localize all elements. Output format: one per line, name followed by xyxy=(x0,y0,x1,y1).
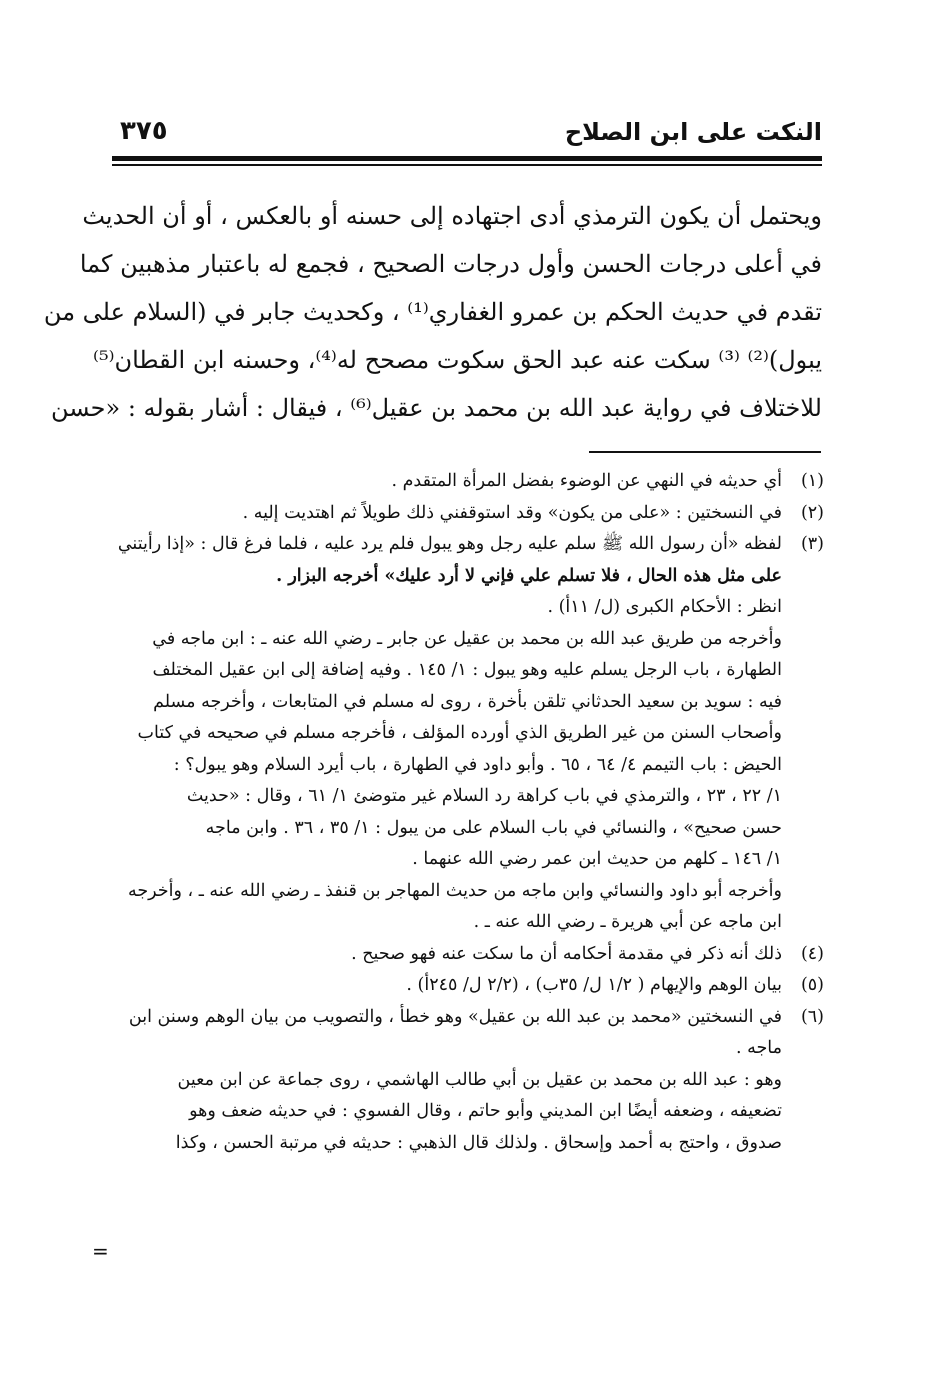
footnote-line xyxy=(112,498,824,530)
footnote-line xyxy=(112,813,824,845)
footnote-text: وأصحاب السنن من غير الطريق الذي أورده المؤلف ، فأخرجه مسلم في صحيحه في كتاب xyxy=(137,723,782,743)
footnote-text: بيان الوهم والإيهام ( ١/٢ ل/ ٣٥ب) ، (٢/٢ ل/ ٢٤٥أ) . xyxy=(406,975,782,995)
footnote-number: (٤) xyxy=(800,943,824,964)
footnote-text: في النسختين «محمد بن عبد الله بن عقيل» وهو خطأ ، والتصويب من بيان الوهم وسنن ابن xyxy=(128,1006,782,1027)
continuation-mark: = xyxy=(92,1239,109,1263)
footnote-line xyxy=(112,529,824,561)
footnote-text: وأخرجه من طريق عبد الله بن محمد بن عقيل عن جابر ـ رضي الله عنه ـ : ابن ماجه في xyxy=(152,628,782,649)
footnote-text: ذلك أنه ذكر في مقدمة أحكامه أن ما سكت عنه فهو صحيح . xyxy=(351,943,782,964)
page-header xyxy=(112,116,822,154)
main-text xyxy=(43,192,822,432)
footnote-text: انظر : الأحكام الكبرى (ل/ ١١أ) . xyxy=(547,597,782,617)
main-line: ويحتمل أن يكون الترمذي أدى اجتهاده إلى حسنه أو بالعكس ، أو أن الحديث xyxy=(82,202,822,230)
page-number: ٣٧٥ xyxy=(120,116,168,146)
footnote-text: لفظه «أن رسول الله ﷺ سلم عليه رجل وهو يبول فلم يرد عليه ، فلما فرغ قال : «إذا رأيتني xyxy=(117,534,782,554)
footnote-line xyxy=(112,1065,824,1097)
footnote-separator xyxy=(589,451,821,453)
footnote-line xyxy=(112,844,824,876)
footnote-text: وأخرجه أبو داود والنسائي وابن ماجه من حديث المهاجر بن قنفذ ـ رضي الله عنه ـ ، وأخرجه xyxy=(127,880,782,901)
footnote-text: ابن ماجه عن أبي هريرة ـ رضي الله عنه ـ . xyxy=(473,912,782,932)
footnote-text: وهو : عبد الله بن محمد بن عقيل بن أبي طالب الهاشمي ، روى جماعة عن ابن معين xyxy=(177,1069,782,1090)
footnotes xyxy=(112,466,824,1159)
main-line: تقدم في حديث الحكم بن عمرو الغفاري⁽¹⁾ ، وكحديث جابر في (السلام على من xyxy=(43,298,822,326)
footnote-text: الحيض : باب التيمم ٤/ ٦٤ ، ٦٥ . وأبو داود في الطهارة ، باب أيرد السلام وهو يبول؟ : xyxy=(173,754,782,775)
footnote-line xyxy=(112,592,824,624)
footnote-text: ماجه . xyxy=(735,1038,782,1058)
footnote-line xyxy=(112,781,824,813)
footnote-text: ١/ ١٤٦ ـ كلهم من حديث ابن عمر رضي الله عنهما . xyxy=(412,849,782,869)
footnote-number: (٦) xyxy=(800,1006,824,1027)
footnote-text: أي حديثه في النهي عن الوضوء بفضل المرأة المتقدم . xyxy=(391,471,782,491)
footnote-number: (٢) xyxy=(800,502,824,523)
main-line: في أعلى درجات الحسن وأول درجات الصحيح ، فجمع له باعتبار مذهبين كما xyxy=(79,250,822,278)
footnote-text: الطهارة ، باب الرجل يسلم عليه وهو يبول : ١/ ١٤٥ . وفيه إضافة إلى ابن عقيل المختلف xyxy=(152,660,782,680)
header-rule-thin xyxy=(112,164,822,166)
footnote-line xyxy=(112,561,824,593)
footnote-line xyxy=(112,939,824,971)
footnote-line xyxy=(112,1128,824,1160)
footnote-line xyxy=(112,1002,824,1034)
footnote-line xyxy=(112,1033,824,1065)
footnote-line xyxy=(112,687,824,719)
footnote-text: في النسختين : «على من يكون» وقد استوقفني ذلك طويلاً ثم اهتديت إليه . xyxy=(242,502,782,523)
footnote-text: ١/ ٢٢ ، ٢٣ ، والترمذي في باب كراهة رد السلام غير متوضئ ١/ ٦١ ، وقال : «حديث xyxy=(186,786,782,806)
footnote-text: صدوق ، واحتج به أحمد وإسحاق . ولذلك قال الذهبي : حديثه في مرتبة الحسن ، وكذا xyxy=(175,1132,782,1153)
footnote-line xyxy=(112,718,824,750)
footnote-text: حسن صحيح» ، والنسائي في باب السلام على من يبول : ١/ ٣٥ ، ٣٦ . وابن ماجه xyxy=(205,817,782,838)
footnote-line xyxy=(112,876,824,908)
header-rule-thick xyxy=(112,156,822,161)
footnote-line xyxy=(112,1096,824,1128)
footnote-line xyxy=(112,907,824,939)
main-line: يبول)⁽²⁾ ⁽³⁾ سكت عنه عبد الحق سكوت مصحح له⁽⁴⁾، وحسنه ابن القطان⁽⁵⁾ xyxy=(93,346,822,374)
footnote-text: على مثل هذه الحال ، فلا تسلم علي فإني لا أرد عليك» أخرجه البزار . xyxy=(276,565,782,586)
footnote-line xyxy=(112,466,824,498)
footnote-text: فيه : سويد بن سعيد الحدثاني تلقن بأخرة ، روى له مسلم في المتابعات ، وأخرجه مسلم xyxy=(153,691,782,712)
footnote-number: (٣) xyxy=(800,534,824,554)
footnote-text: تضعيفه ، وضعفه أيضًا ابن المديني وأبو حاتم ، وقال الفسوي : في حديثه ضعف وهو xyxy=(189,1101,782,1121)
running-title: النكت على ابن الصلاح xyxy=(564,118,822,146)
footnote-line xyxy=(112,655,824,687)
footnote-line xyxy=(112,624,824,656)
footnote-number: (٥) xyxy=(800,975,824,995)
footnote-line xyxy=(112,750,824,782)
footnote-number: (١) xyxy=(800,471,824,491)
footnote-line xyxy=(112,970,824,1002)
main-line: للاختلاف في رواية عبد الله بن محمد بن عقيل⁽⁶⁾ ، فيقال : أشار بقوله : «حسن xyxy=(51,394,822,422)
